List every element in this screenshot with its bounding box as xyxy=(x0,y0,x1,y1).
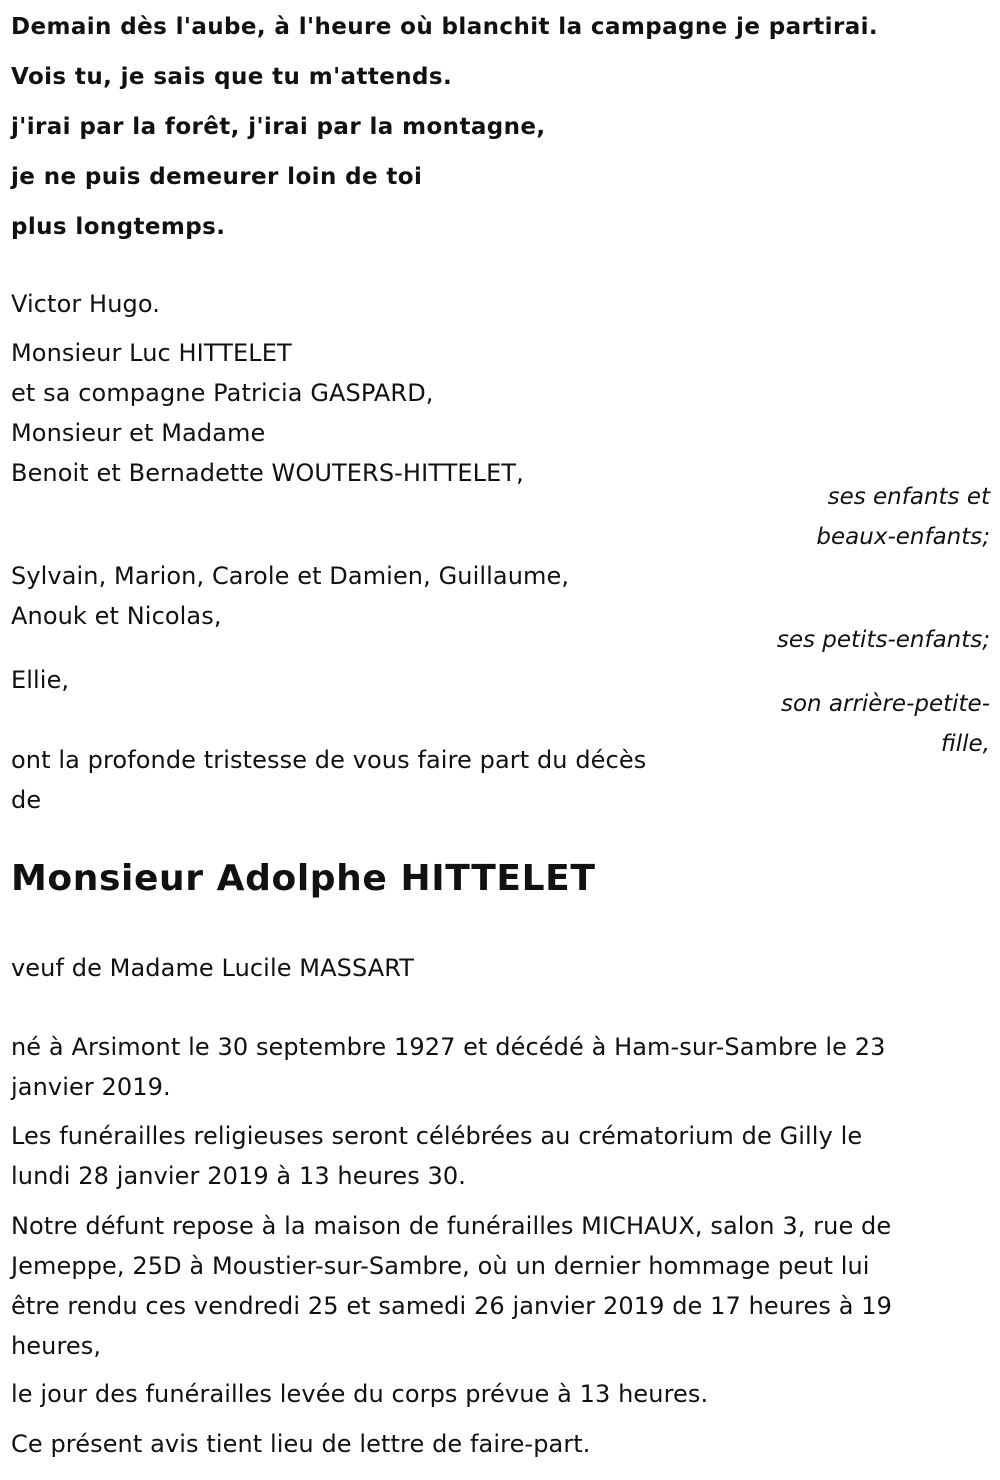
great-grandchild-name: Ellie, xyxy=(11,666,70,694)
notice-line: Ce présent avis tient lieu de lettre de faire-part. xyxy=(11,1430,591,1458)
grandchildren-line-2: Anouk et Nicolas, xyxy=(11,602,222,630)
announcement-line-1: ont la profonde tristesse de vous faire part du décès xyxy=(11,746,647,774)
great-grandchild-role-line-1: son arrière-petite- xyxy=(780,691,990,717)
children-line-2: et sa compagne Patricia GASPARD, xyxy=(11,379,434,407)
visitation-line-4: heures, xyxy=(11,1332,102,1360)
funeral-line-1: Les funérailles religieuses seront célébrées au crématorium de Gilly le xyxy=(11,1122,863,1150)
widower-line: veuf de Madame Lucile MASSART xyxy=(11,954,415,982)
children-line-4: Benoit et Bernadette WOUTERS-HITTELET, xyxy=(11,459,524,487)
funeral-line-2: lundi 28 janvier 2019 à 13 heures 30. xyxy=(11,1162,467,1190)
visitation-line-2: Jemeppe, 25D à Moustier-sur-Sambre, où un dernier hommage peut lui xyxy=(11,1252,870,1280)
children-line-3: Monsieur et Madame xyxy=(11,419,266,447)
poem-line-2: Vois tu, je sais que tu m'attends. xyxy=(11,64,453,90)
children-role-line-1: ses enfants et xyxy=(827,484,990,510)
birth-death-line-2: janvier 2019. xyxy=(11,1073,171,1101)
grandchildren-line-1: Sylvain, Marion, Carole et Damien, Guillaume, xyxy=(11,562,570,590)
poem-line-4: je ne puis demeurer loin de toi xyxy=(11,164,423,190)
poem-line-3: j'irai par la forêt, j'irai par la montagne, xyxy=(11,114,546,140)
children-role-line-2: beaux-enfants; xyxy=(816,524,990,550)
poem-line-5: plus longtemps. xyxy=(11,214,226,240)
grandchildren-role: ses petits-enfants; xyxy=(776,627,990,653)
visitation-line-3: être rendu ces vendredi 25 et samedi 26 janvier 2019 de 17 heures à 19 xyxy=(11,1292,892,1320)
poem-line-1: Demain dès l'aube, à l'heure où blanchit la campagne je partirai. xyxy=(11,14,879,40)
deceased-name: Monsieur Adolphe HITTELET xyxy=(11,858,596,899)
announcement-line-2: de xyxy=(11,786,42,814)
poem-author: Victor Hugo. xyxy=(11,290,160,318)
departure-line: le jour des funérailles levée du corps prévue à 13 heures. xyxy=(11,1380,709,1408)
great-grandchild-role-line-2: fille, xyxy=(940,731,990,757)
birth-death-line-1: né à Arsimont le 30 septembre 1927 et décédé à Ham-sur-Sambre le 23 xyxy=(11,1033,886,1061)
children-line-1: Monsieur Luc HITTELET xyxy=(11,339,292,367)
visitation-line-1: Notre défunt repose à la maison de funérailles MICHAUX, salon 3, rue de xyxy=(11,1212,892,1240)
